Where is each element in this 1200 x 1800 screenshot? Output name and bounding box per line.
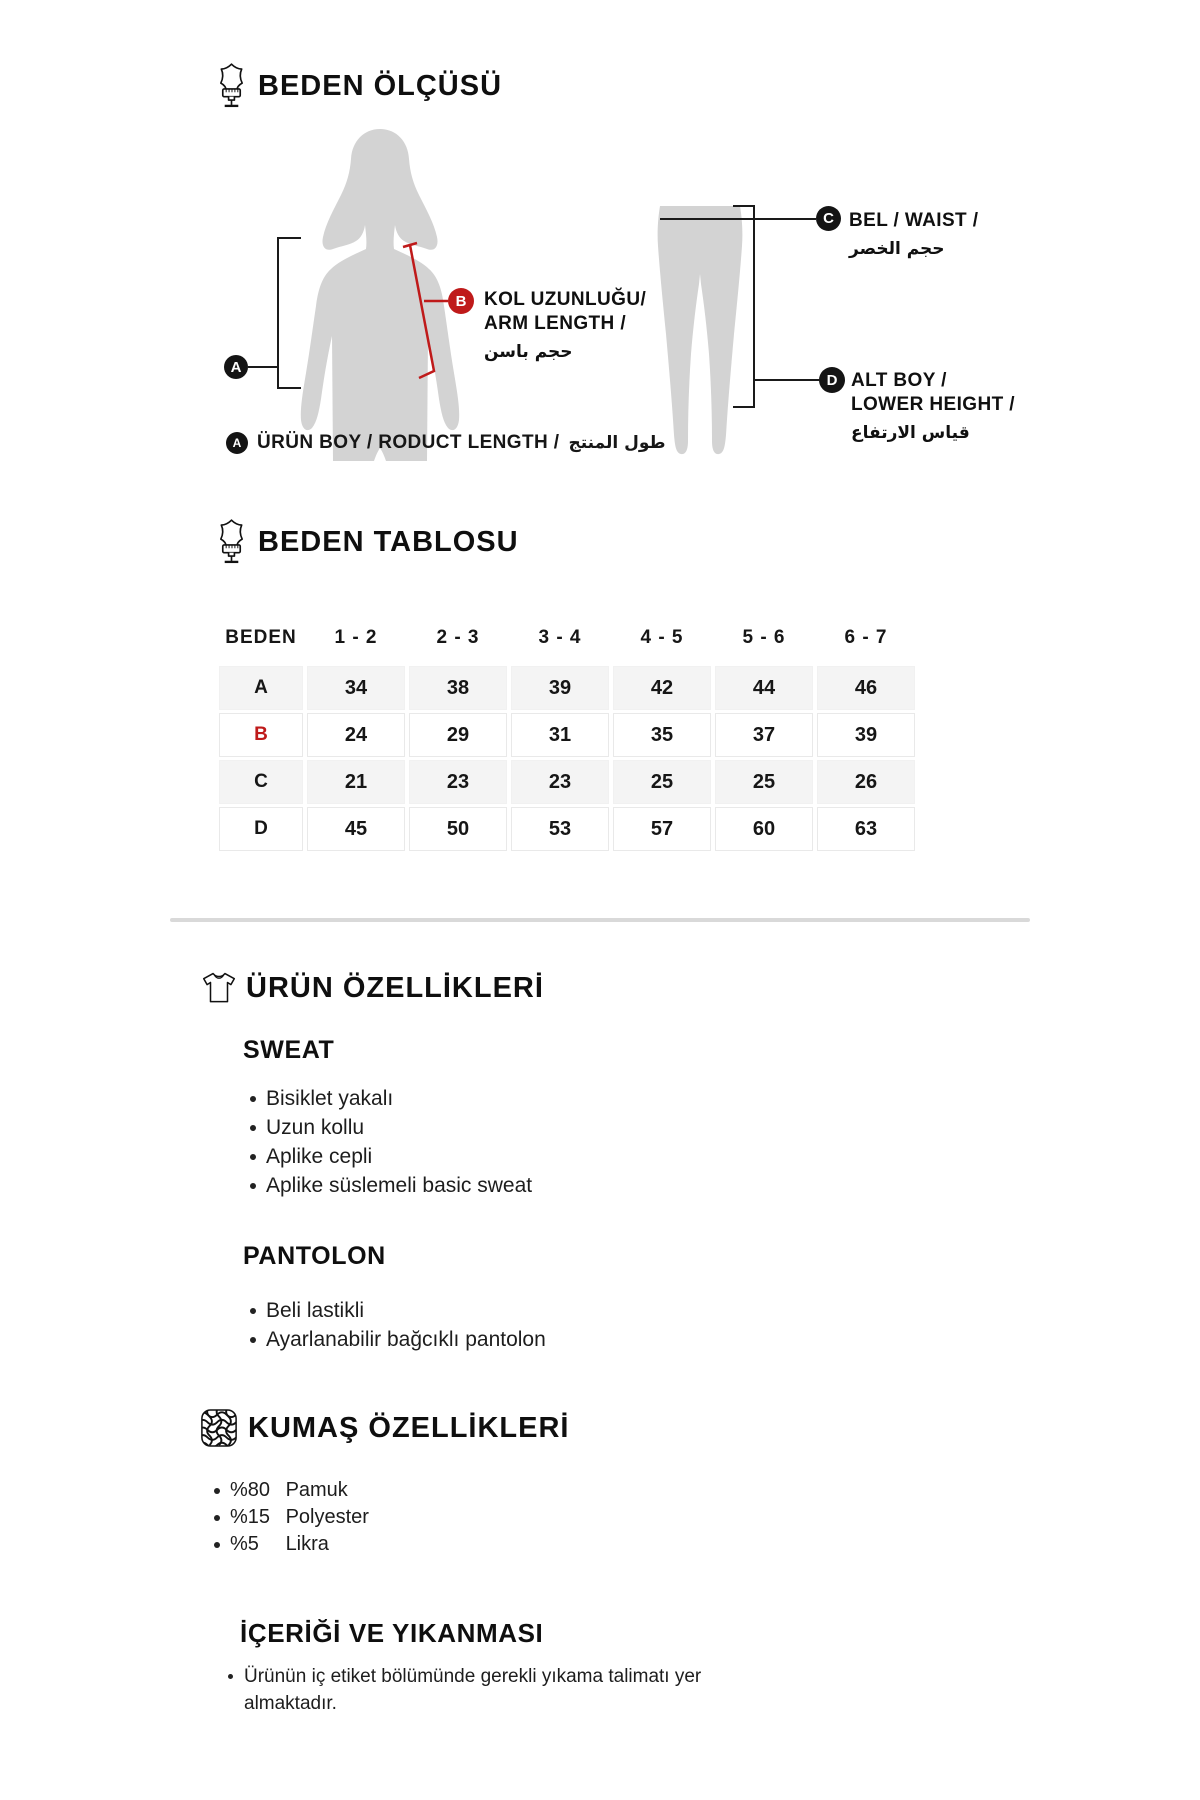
fabric-title: KUMAŞ ÖZELLİKLERİ (248, 1411, 570, 1444)
table-cell: 31 (511, 713, 609, 757)
fabric-list (212, 1477, 369, 1558)
table-row-c (219, 760, 915, 804)
column-header: 1 - 2 (307, 623, 405, 663)
size-table-header-row (219, 623, 915, 663)
waist-line1: BEL / WAIST / (849, 210, 979, 231)
column-header: 5 - 6 (715, 623, 813, 663)
fabric-header (200, 1405, 570, 1451)
care-heading: İÇERİĞİ VE YIKANMASI (240, 1618, 544, 1648)
care-list (226, 1663, 766, 1717)
measure-badge-a: A (224, 355, 248, 379)
lower-height-label (851, 369, 1015, 445)
measure-badge-a-caption: A (226, 432, 248, 454)
size-table (215, 620, 919, 854)
column-header: BEDEN (219, 623, 303, 663)
table-cell: 25 (613, 760, 711, 804)
table-cell: 21 (307, 760, 405, 804)
product-length-text: ÜRÜN BOY / RODUCT LENGTH / (257, 432, 560, 453)
waist-arabic: حجم الخصر (849, 239, 945, 259)
fabric-weave-icon (200, 1405, 238, 1451)
table-cell: 60 (715, 807, 813, 851)
features-title: ÜRÜN ÖZELLİKLERİ (246, 971, 544, 1004)
lower-height-arabic: قياس الارتفاع (851, 423, 970, 443)
table-cell: 39 (511, 666, 609, 710)
size-table-header (215, 518, 519, 566)
product-length-arabic: طول المنتج (568, 433, 666, 453)
table-cell: 23 (409, 760, 507, 804)
upper-body-silhouette (285, 125, 475, 465)
size-guide-title: BEDEN ÖLÇÜSÜ (258, 69, 503, 102)
table-cell: 46 (817, 666, 915, 710)
table-cell: 53 (511, 807, 609, 851)
fabric-name: Pamuk (285, 1479, 348, 1501)
size-guide-header (215, 62, 502, 110)
column-header: 6 - 7 (817, 623, 915, 663)
lower-body-silhouette (650, 202, 750, 462)
size-table-title: BEDEN TABLOSU (258, 525, 519, 558)
table-row-a (219, 666, 915, 710)
table-cell: 26 (817, 760, 915, 804)
list-item: Beli lastikli (248, 1296, 546, 1325)
list-item: Aplike süslemeli basic sweat (248, 1171, 532, 1200)
list-item (212, 1531, 369, 1558)
list-item: Ayarlanabilir bağcıklı pantolon (248, 1325, 546, 1354)
measure-badge-d: D (819, 367, 845, 393)
pantolon-heading: PANTOLON (243, 1242, 386, 1270)
sweat-feature-list (248, 1084, 532, 1200)
column-header: 4 - 5 (613, 623, 711, 663)
column-header: 2 - 3 (409, 623, 507, 663)
arm-length-arabic: حجم باسن (484, 342, 573, 362)
table-cell: 44 (715, 666, 813, 710)
table-cell: 34 (307, 666, 405, 710)
row-label: D (219, 807, 303, 851)
row-label: A (219, 666, 303, 710)
table-cell: 57 (613, 807, 711, 851)
fabric-name: Polyester (285, 1506, 369, 1528)
measure-badge-b: B (448, 288, 474, 314)
table-cell: 50 (409, 807, 507, 851)
fabric-percent: %5 (230, 1533, 259, 1555)
fabric-percent: %80 (230, 1479, 271, 1501)
table-cell: 24 (307, 713, 405, 757)
measurement-lines (0, 0, 1200, 470)
row-label: B (219, 713, 303, 757)
table-cell: 25 (715, 760, 813, 804)
table-row-b (219, 713, 915, 757)
table-cell: 42 (613, 666, 711, 710)
row-label: C (219, 760, 303, 804)
column-header: 3 - 4 (511, 623, 609, 663)
list-item (212, 1477, 369, 1504)
arm-length-label (484, 288, 646, 364)
section-divider (170, 918, 1030, 922)
table-cell: 45 (307, 807, 405, 851)
table-cell: 35 (613, 713, 711, 757)
table-cell: 39 (817, 713, 915, 757)
table-row-d (219, 807, 915, 851)
fabric-name: Likra (285, 1533, 329, 1555)
table-cell: 63 (817, 807, 915, 851)
list-item (212, 1504, 369, 1531)
pantolon-feature-list (248, 1296, 546, 1354)
product-length-label (226, 432, 666, 454)
tshirt-icon (202, 968, 236, 1008)
mannequin-icon (215, 62, 248, 110)
features-header (202, 968, 544, 1008)
table-cell: 37 (715, 713, 813, 757)
measure-badge-c: C (816, 206, 841, 231)
list-item: Aplike cepli (248, 1142, 532, 1171)
list-item: Uzun kollu (248, 1113, 532, 1142)
table-cell: 38 (409, 666, 507, 710)
table-cell: 29 (409, 713, 507, 757)
table-cell: 23 (511, 760, 609, 804)
mannequin-icon (215, 518, 248, 566)
waist-label (849, 209, 978, 261)
sweat-heading: SWEAT (243, 1036, 335, 1064)
list-item: Ürünün iç etiket bölümünde gerekli yıkama talimatı yer almaktadır. (226, 1663, 766, 1717)
arm-length-line2: ARM LENGTH / (484, 313, 627, 334)
arm-length-line1: KOL UZUNLUĞU/ (484, 289, 647, 310)
list-item: Bisiklet yakalı (248, 1084, 532, 1113)
lower-height-line2: LOWER HEIGHT / (851, 394, 1015, 415)
fabric-percent: %15 (230, 1506, 271, 1528)
lower-height-line1: ALT BOY / (851, 370, 947, 391)
